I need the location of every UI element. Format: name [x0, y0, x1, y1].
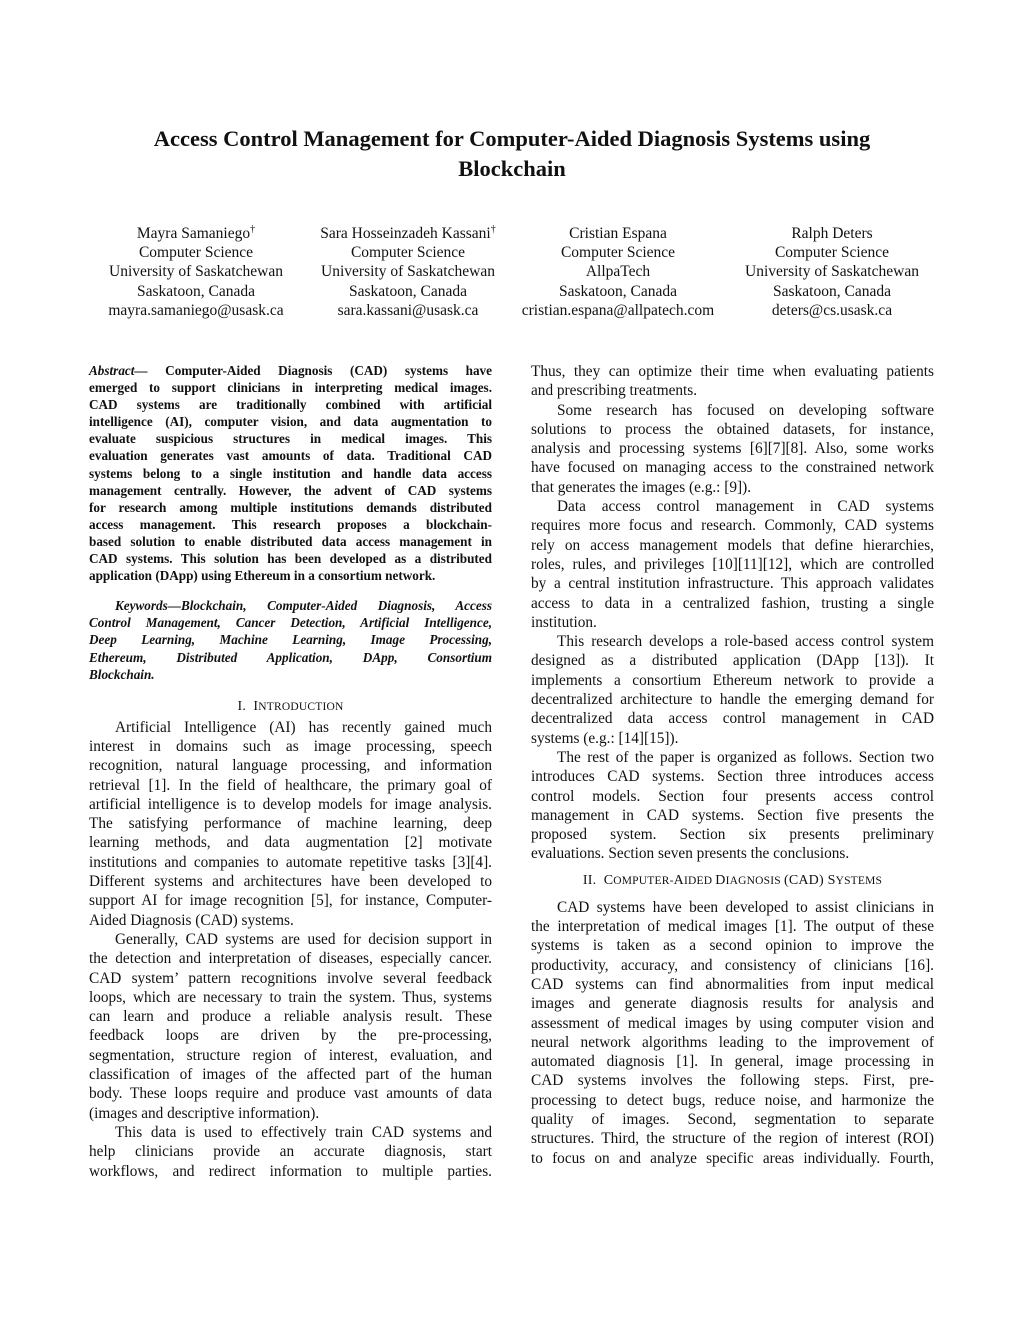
- body-line: management in CAD systems. Section five presents the: [531, 806, 934, 824]
- body-line: Thus, they can optimize their time when evaluating patients: [531, 363, 934, 380]
- body-line: support AI for image recognition [5], for instance, Computer-: [89, 892, 492, 910]
- section-title-part: YSTEMS: [835, 874, 883, 887]
- paper-title: [80, 124, 944, 184]
- body-line: Different systems and architectures have been developed to: [89, 873, 492, 891]
- abstract-text: Computer-Aided Diagnosis (CAD) systems have: [147, 363, 492, 378]
- keywords: [89, 597, 492, 682]
- keywords-line: Deep Learning, Machine Learning, Image Processing,: [89, 632, 492, 648]
- author-name-text: Sara Hosseinzadeh Kassani: [320, 225, 491, 242]
- body-line: have focused on managing access to the constrained network: [531, 459, 934, 477]
- body-line: the interpretation of medical images [1]. The output of these: [531, 918, 934, 936]
- body-line: requires more focus and research. Commonly, CAD systems: [531, 517, 934, 535]
- keywords-line: Blockchain.: [89, 666, 155, 682]
- body-line: that generates the images (e.g.: [9]).: [531, 478, 752, 496]
- body-line: decentralized data access control management in CAD: [531, 710, 934, 728]
- body-line: can learn and produce a reliable analysis result. These: [89, 1008, 492, 1026]
- body-line: Aided Diagnosis (CAD) systems.: [89, 911, 294, 929]
- body-line: feedback loops are driven by the pre-processing,: [89, 1027, 492, 1045]
- body-line: images and generate diagnosis results for analysis and: [531, 995, 934, 1013]
- author-location: Saskatoon, Canada: [559, 282, 677, 300]
- author-email: cristian.espana@allpatech.com: [521, 301, 715, 319]
- abstract-line: systems belong to a single institution and handle data access: [89, 465, 492, 481]
- paper-title-line-1: Access Control Management for Computer-Aided Diagnosis Systems using: [153, 126, 871, 151]
- body-line: systems is taken as a second opinion to improve the: [531, 937, 934, 955]
- body-line: retrieval [1]. In the field of healthcare, the primary goal of: [89, 776, 492, 794]
- body-line: classification of images of the affected part of the human: [89, 1066, 492, 1084]
- body-line: rely on access management models that define hierarchies,: [531, 536, 934, 554]
- author-name: [100, 224, 292, 243]
- body-line: roles, rules, and privileges [10][11][12], which are controlled: [531, 555, 934, 573]
- author-department: Computer Science: [774, 244, 890, 262]
- body-line: the detection and interpretation of diseases, especially cancer.: [89, 950, 492, 968]
- body-line: assessment of medical images by using computer vision and: [531, 1014, 934, 1032]
- section-title-part: OMPUTER-: [613, 874, 674, 887]
- paper-title-line-2: Blockchain: [458, 156, 566, 181]
- body-line: institutions and companies to automate repetitive tasks [3][4].: [89, 853, 492, 871]
- body-line: analysis and processing systems [6][7][8]. Also, some works: [531, 440, 934, 458]
- body-line: CAD systems involves the following steps. First, pre-: [531, 1072, 934, 1090]
- body-line: Some research has focused on developing software: [557, 401, 934, 419]
- abstract-line: application (DApp) using Ethereum in a consortium network.: [89, 568, 436, 584]
- section-title-initial: I: [253, 698, 259, 714]
- author-organization: University of Saskatchewan: [109, 263, 283, 281]
- body-line: Generally, CAD systems are used for decision support in: [115, 930, 492, 948]
- keywords-line: Keywords—Blockchain, Computer-Aided Diagnosis, Access: [115, 598, 492, 614]
- author-organization: University of Saskatchewan: [745, 263, 919, 281]
- spacer: [89, 683, 492, 696]
- abstract-line: for research among multiple institutions demands distributed: [89, 499, 492, 515]
- abstract-line: management centrally. However, the advent of CAD systems: [89, 482, 492, 498]
- section-title-rest: NTRODUCTION: [258, 700, 344, 713]
- body-line: decentralized architecture to handle the emerging demand for: [531, 691, 934, 709]
- body-line: recognition, natural language processing, and information: [89, 757, 492, 775]
- section-title-part: IAGNOSIS: [725, 874, 784, 887]
- body-line: quality of images. Second, segmentation to separate: [531, 1110, 934, 1128]
- author-location: Saskatoon, Canada: [349, 282, 467, 300]
- abstract-line: access management. This research proposes a blockchain-: [89, 516, 492, 532]
- author-block-1: [100, 224, 292, 320]
- body-line: evaluations. Section seven presents the conclusions.: [531, 845, 850, 863]
- section-heading-introduction: [89, 696, 492, 718]
- author-email: sara.kassani@usask.ca: [337, 301, 479, 319]
- author-block-2: [310, 224, 506, 320]
- body-line: designed as a distributed application (DApp [13]). It: [531, 652, 934, 670]
- author-department: Computer Science: [560, 244, 676, 262]
- body-line: by a central institution infrastructure. This approach validates: [531, 575, 934, 593]
- abstract: [89, 362, 492, 584]
- author-email: mayra.samaniego@usask.ca: [108, 301, 284, 319]
- body-line: solutions to process the obtained datasets, for instance,: [531, 420, 934, 438]
- body-line: to focus on and analyze specific areas individually. Fourth,: [531, 1149, 934, 1167]
- abstract-line: [89, 362, 492, 379]
- body-line: automated diagnosis [1]. In general, image processing in: [531, 1053, 934, 1071]
- body-line: learning methods, and data augmentation [2] motivate: [89, 834, 492, 852]
- author-footnote-mark: †: [490, 223, 496, 235]
- abstract-label: Abstract—: [89, 363, 148, 378]
- abstract-line: emerged to support clinicians in interpreting medical images.: [89, 380, 492, 396]
- body-line: structures. Third, the structure of the region of interest (ROI): [531, 1130, 934, 1148]
- body-line: CAD system’ pattern recognitions involve several feedback: [89, 969, 492, 987]
- body-line: The satisfying performance of machine learning, deep: [89, 815, 492, 833]
- body-line: systems (e.g.: [14][15]).: [531, 729, 679, 747]
- body-line: loops, which are necessary to train the system. Thus, systems: [89, 988, 492, 1006]
- author-location: Saskatoon, Canada: [773, 282, 891, 300]
- body-line: control models. Section four presents access control: [531, 787, 934, 805]
- body-line: neural network algorithms leading to the improvement of: [531, 1033, 934, 1051]
- body-line: implements a consortium Ethereum network to provide a: [531, 671, 934, 689]
- abstract-line: CAD systems. This solution has been developed as a distributed: [89, 551, 492, 567]
- author-location: Saskatoon, Canada: [137, 282, 255, 300]
- body-line: body. These loops require and produce vast amounts of data: [89, 1085, 492, 1103]
- author-email: deters@cs.usask.ca: [771, 301, 893, 319]
- author-organization: AllpaTech: [585, 263, 651, 281]
- author-block-4: [735, 224, 929, 320]
- left-column: [89, 362, 492, 1181]
- body-line: This research develops a role-based access control system: [557, 633, 934, 651]
- body-line: proposed system. Section six presents preliminary: [531, 826, 934, 844]
- author-department: Computer Science: [138, 244, 254, 262]
- right-column: [531, 362, 934, 1168]
- body-line: artificial intelligence is to develop models for image analysis.: [89, 795, 492, 813]
- body-line: processing to detect bugs, reduce noise, and harmonize the: [531, 1091, 934, 1109]
- section-title-part: C: [603, 872, 614, 888]
- body-line: CAD systems can find abnormalities from input medical: [531, 975, 934, 993]
- body-line: Data access control management in CAD systems: [557, 498, 934, 516]
- body-line: and prescribing treatments.: [531, 382, 698, 400]
- body-line: workflows, and redirect information to multiple parties.: [89, 1162, 492, 1180]
- abstract-line: CAD systems are traditionally combined with artificial: [89, 397, 492, 413]
- section-title-part: A: [673, 872, 684, 888]
- abstract-line: evaluation generates vast amounts of data. Traditional CAD: [89, 448, 492, 464]
- author-name: Cristian Espana: [569, 225, 667, 242]
- abstract-line: evaluate suspicious structures in medical images. This: [89, 431, 492, 447]
- body-line: introduces CAD systems. Section three introduces access: [531, 768, 934, 786]
- body-line: productivity, accuracy, and consistency of clinicians [16].: [531, 956, 934, 974]
- author-name-text: Mayra Samaniego: [136, 225, 251, 242]
- section-heading-cad-systems: [531, 870, 934, 892]
- keywords-line: Ethereum, Distributed Application, DApp, Consortium: [89, 649, 492, 665]
- body-line: help clinicians provide an accurate diagnosis, start: [89, 1143, 492, 1161]
- author-organization: University of Saskatchewan: [321, 263, 495, 281]
- section-title-part: S: [827, 872, 836, 888]
- author-name: [310, 224, 506, 243]
- section-number: I.: [237, 698, 247, 714]
- author-block-3: [514, 224, 722, 320]
- body-line: interest in domains such as image processing, speech: [89, 737, 492, 755]
- body-line: access to data in a centralized fashion, trusting a single: [531, 594, 934, 612]
- body-line: (images and descriptive information).: [89, 1104, 320, 1122]
- section-title-part: D: [715, 872, 726, 888]
- body-line: The rest of the paper is organized as follows. Section two: [557, 748, 934, 766]
- body-line: Artificial Intelligence (AI) has recently gained much: [115, 718, 492, 736]
- spacer: [89, 584, 492, 597]
- abstract-line: intelligence (AI), computer vision, and data augmentation to: [89, 414, 492, 430]
- section-title-part: (CAD): [783, 872, 828, 888]
- abstract-line: based solution to enable distributed data access management in: [89, 533, 492, 549]
- section-title-part: IDED: [683, 874, 716, 887]
- keywords-line: Control Management, Cancer Detection, Artificial Intelligence,: [89, 615, 492, 631]
- body-line: institution.: [531, 613, 597, 631]
- body-line: This data is used to effectively train CAD systems and: [115, 1123, 492, 1141]
- author-name: Ralph Deters: [791, 225, 873, 242]
- author-footnote-mark: †: [250, 223, 256, 235]
- body-line: segmentation, structure region of interest, evaluation, and: [89, 1046, 492, 1064]
- author-department: Computer Science: [350, 244, 466, 262]
- body-line: CAD systems have been developed to assist clinicians in: [557, 898, 934, 916]
- section-number: II.: [582, 872, 597, 888]
